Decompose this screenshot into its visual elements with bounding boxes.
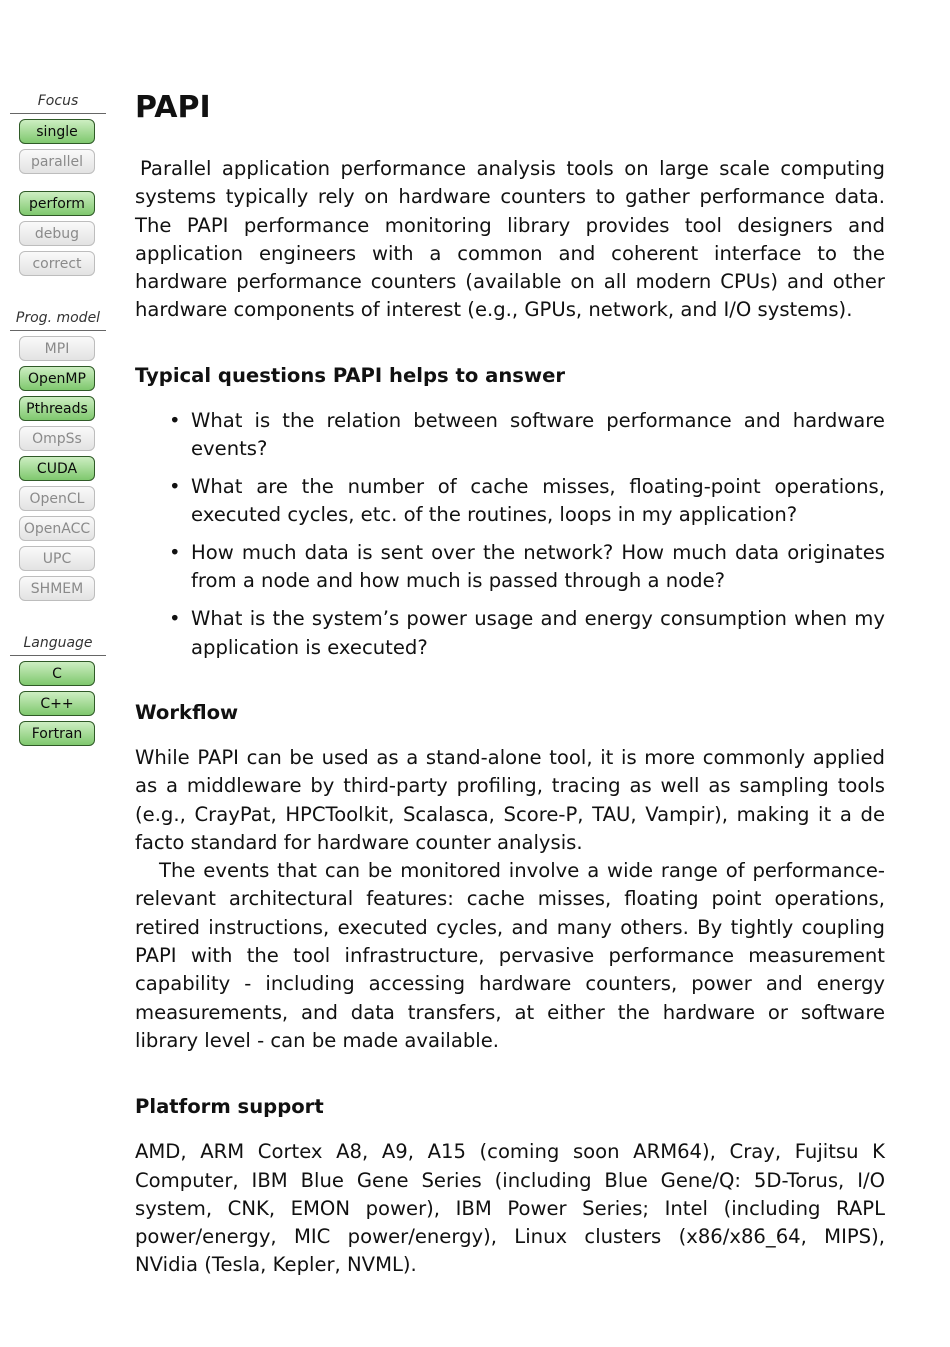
prog-model-tag-opencl[interactable]: OpenCL	[19, 486, 95, 511]
prog-model-tag-openmp[interactable]: OpenMP	[19, 366, 95, 391]
sidebar	[8, 93, 108, 746]
platform-heading: Platform support	[135, 1095, 324, 1119]
question-item: • What are the number of cache misses, floating-point operations, executed cycles, etc. of the routines, loops in my application?	[191, 473, 885, 530]
prog-model-tag-cuda[interactable]: CUDA	[19, 456, 95, 481]
intro-paragraph: Parallel application performance analysis tools on large scale computing systems typically rely on hardware counters to gather performance data. The PAPI performance monitoring library provides tool designers and application engineers with a common and coherent interface to the hardware performance counters (available on all modern CPUs) and other hardware components of interest (e.g., GPUs, network, and I/O systems).	[135, 157, 885, 322]
prog-model-tag-shmem[interactable]: SHMEM	[19, 576, 95, 601]
question-item: • How much data is sent over the network? How much data originates from a node and how much is passed through a node?	[191, 539, 885, 596]
prog-model-tag-upc[interactable]: UPC	[19, 546, 95, 571]
platform-paragraph: AMD, ARM Cortex A8, A9, A15 (coming soon ARM64), Cray, Fujitsu K Computer, IBM Blue Gene Series (including Blue Gene/Q: 5D-Torus, I/O system, CNK, EMON power), IBM Power Series; Intel (including RAPL power/energy, MIC power/energy), Linux clusters (x86/x86_64, MIPS), NVidia (Tesla, Kepler, NVML).	[135, 1140, 885, 1277]
language-label: Language	[10, 635, 106, 656]
focus-tag-single[interactable]: single	[19, 119, 95, 144]
main-content	[135, 86, 885, 1280]
focus-tag-debug[interactable]: debug	[19, 221, 95, 246]
focus-group-secondary	[8, 191, 108, 276]
workflow-paragraph-1: While PAPI can be used as a stand-alone tool, it is more commonly applied as a middleware by third-party profiling, tracing as well as sampling tools (e.g., CrayPat, HPCToolkit, Scalasca, Score-P, TAU, Vampir), making it a de facto standard for hardware counter analysis.	[135, 745, 885, 854]
language-tag-fortran[interactable]: Fortran	[19, 721, 95, 746]
focus-tag-parallel[interactable]: parallel	[19, 149, 95, 174]
focus-label: Focus	[10, 93, 106, 114]
question-item: • What is the system’s power usage and energy consumption when my application is executed?	[191, 605, 885, 662]
prog-model-label: Prog. model	[10, 310, 106, 331]
focus-group-primary	[8, 119, 108, 174]
prog-model-tag-ompss[interactable]: OmpSs	[19, 426, 95, 451]
prog-model-tag-mpi[interactable]: MPI	[19, 336, 95, 361]
questions-list	[135, 407, 885, 662]
language-group	[8, 661, 108, 746]
focus-tag-perform[interactable]: perform	[19, 191, 95, 216]
question-item: • What is the relation between software performance and hardware events?	[191, 407, 885, 464]
prog-model-group	[8, 336, 108, 601]
language-tag-c[interactable]: C	[19, 661, 95, 686]
prog-model-tag-openacc[interactable]: OpenACC	[19, 516, 95, 541]
prog-model-tag-pthreads[interactable]: Pthreads	[19, 396, 95, 421]
focus-tag-correct[interactable]: correct	[19, 251, 95, 276]
questions-heading: Typical questions PAPI helps to answer	[135, 363, 566, 387]
language-tag-cp[interactable]: C++	[19, 691, 95, 716]
page-title: PAPI	[135, 90, 211, 125]
workflow-heading: Workflow	[135, 700, 239, 724]
workflow-paragraph-2: The events that can be monitored involve a wide range of performance-relevant architectural features: cache misses, floating point operations, retired instructions, executed cycles, and many others. By tightly coupling PAPI with the tool infrastructure, pervasive performance measurement capability - including accessing hardware counters, power and energy measurements, and data transfers, at either the hardware or software library level - can be made available.	[135, 859, 885, 1052]
